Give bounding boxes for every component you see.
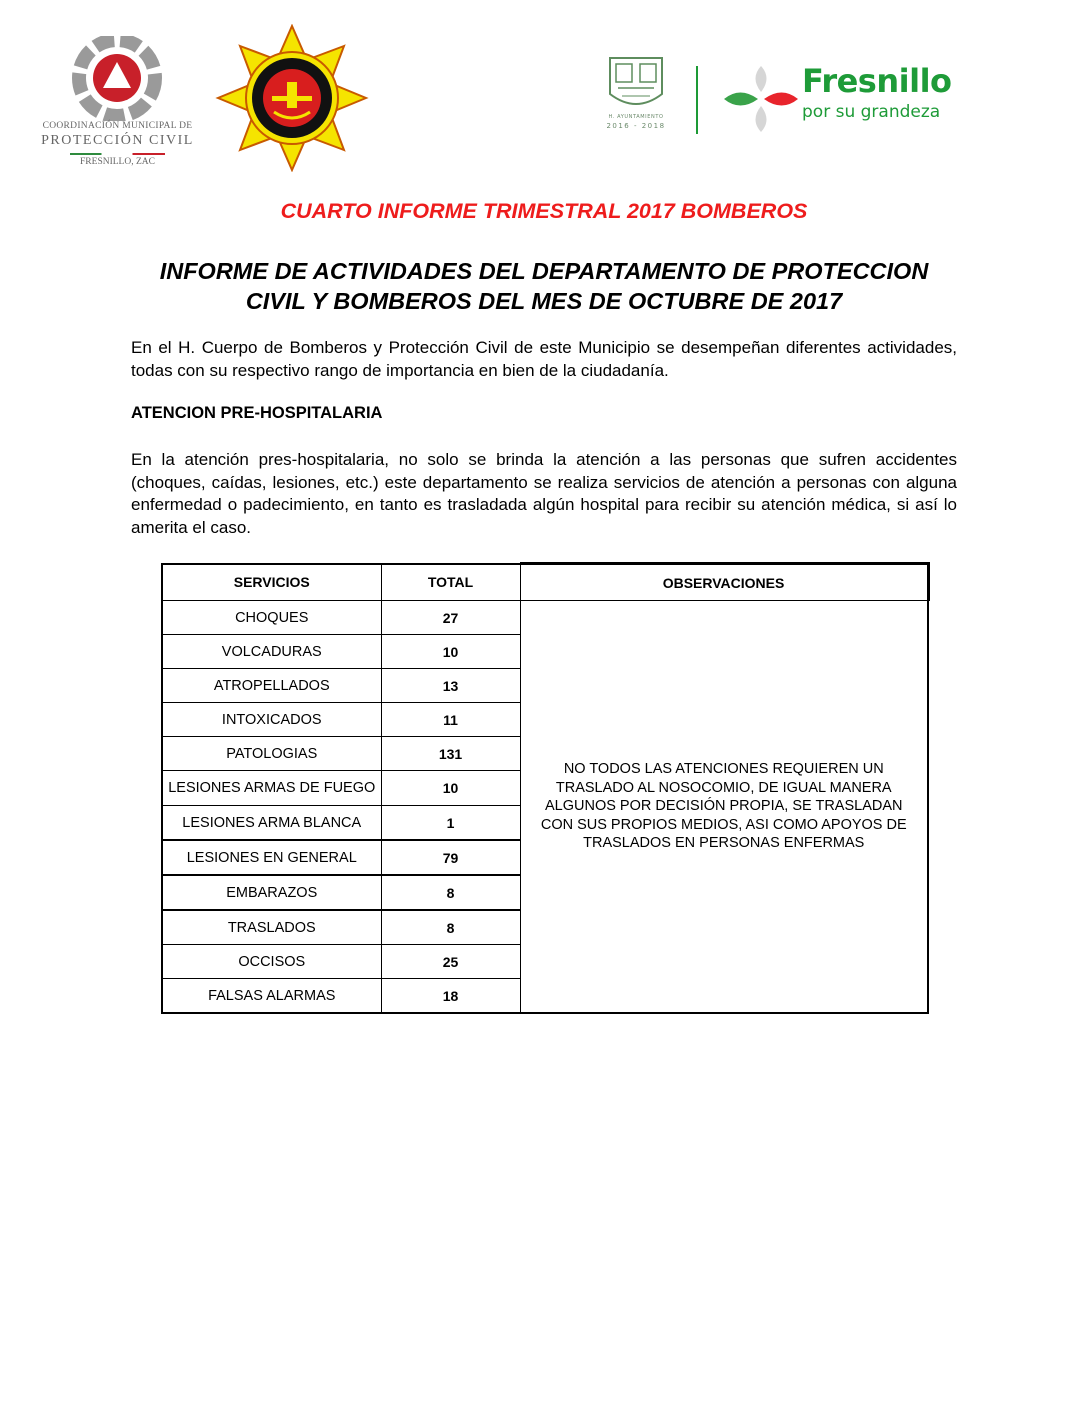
total-cell: 25	[381, 945, 520, 979]
fresnillo-name: Fresnillo	[802, 62, 952, 100]
report-subtitle-line1: INFORME DE ACTIVIDADES DEL DEPARTAMENTO DE PROTECCION	[159, 258, 929, 284]
pc-line3: FRESNILLO, ZAC	[80, 157, 155, 167]
report-subtitle-line2: CIVIL Y BOMBEROS DEL MES DE OCTUBRE DE 2017	[245, 288, 843, 314]
tricolor-bar	[70, 153, 165, 155]
logo-proteccion-civil	[30, 36, 205, 171]
total-cell: 13	[381, 669, 520, 703]
header-total: TOTAL	[381, 564, 520, 601]
fresnillo-tagline: por su grandeza	[802, 102, 941, 122]
pc-line2: PROTECCIÓN CIVIL	[41, 133, 194, 148]
total-cell: 18	[381, 979, 520, 1014]
observaciones-cell: NO TODOS LAS ATENCIONES REQUIEREN UN TRASLADO AL NOSOCOMIO, DE IGUAL MANERA ALGUNOS POR DECISIÓN PROPIA, SE TRASLADAN CON SUS PROPIOS MEDIOS, ASI COMO APOYOS DE TRASLADOS EN PERSONAS ENFERMAS	[520, 601, 928, 1014]
total-cell: 8	[381, 875, 520, 910]
total-cell: 1	[381, 806, 520, 841]
servicio-cell: ATROPELLADOS	[162, 669, 381, 703]
servicio-cell: LESIONES ARMA BLANCA	[162, 806, 381, 841]
servicio-cell: EMBARAZOS	[162, 875, 381, 910]
total-cell: 131	[381, 737, 520, 771]
total-cell: 10	[381, 771, 520, 806]
total-cell: 10	[381, 635, 520, 669]
servicio-cell: CHOQUES	[162, 601, 381, 635]
ayuntamiento-label: H. AYUNTAMIENTO	[608, 114, 664, 120]
proteccion-civil-emblem-icon	[30, 36, 205, 121]
ayuntamiento-years: 2016 - 2018	[606, 122, 666, 130]
servicio-cell: TRASLADOS	[162, 910, 381, 945]
logo-ayuntamiento	[600, 54, 672, 138]
total-cell: 11	[381, 703, 520, 737]
bomberos-shield-icon	[214, 24, 370, 172]
servicio-cell: VOLCADURAS	[162, 635, 381, 669]
services-table	[161, 562, 927, 1014]
intro-paragraph: En el H. Cuerpo de Bomberos y Protección Civil de este Municipio se desempeñan diferentes actividades, todas con su respectivo rango de importancia en bien de la ciudadanía.	[131, 338, 957, 380]
section-heading: ATENCION PRE-HOSPITALARIA	[131, 404, 383, 422]
logo-bomberos	[214, 24, 370, 172]
servicio-cell: FALSAS ALARMAS	[162, 979, 381, 1014]
report-title: CUARTO INFORME TRIMESTRAL 2017 BOMBEROS	[280, 199, 808, 223]
logo-fresnillo	[722, 64, 962, 134]
header-servicios: SERVICIOS	[162, 564, 381, 601]
servicio-cell: PATOLOGIAS	[162, 737, 381, 771]
servicio-cell: OCCISOS	[162, 945, 381, 979]
section-paragraph: En la atención pres-hospitalaria, no solo se brinda la atención a las personas que sufren accidentes (choques, caídas, lesiones, etc.) este departamento se realiza servicios de atención a personas con alguna enfermedad o padecimiento, en tanto es trasladada algún hospital para recibir su atención médica, si así lo amerita el caso.	[131, 450, 957, 537]
table-row	[162, 601, 928, 635]
ayuntamiento-crest-icon	[600, 54, 672, 112]
total-cell: 8	[381, 910, 520, 945]
fresnillo-petals-icon	[722, 64, 800, 134]
table-header-row	[162, 564, 928, 601]
servicio-cell: LESIONES ARMAS DE FUEGO	[162, 771, 381, 806]
servicio-cell: INTOXICADOS	[162, 703, 381, 737]
total-cell: 27	[381, 601, 520, 635]
logo-divider	[696, 66, 698, 134]
servicio-cell: LESIONES EN GENERAL	[162, 840, 381, 875]
pc-line1: COORDINACIÓN MUNICIPAL DE	[42, 121, 193, 131]
report-subtitle	[0, 256, 1088, 316]
total-cell: 79	[381, 840, 520, 875]
header-observaciones: OBSERVACIONES	[520, 564, 928, 601]
